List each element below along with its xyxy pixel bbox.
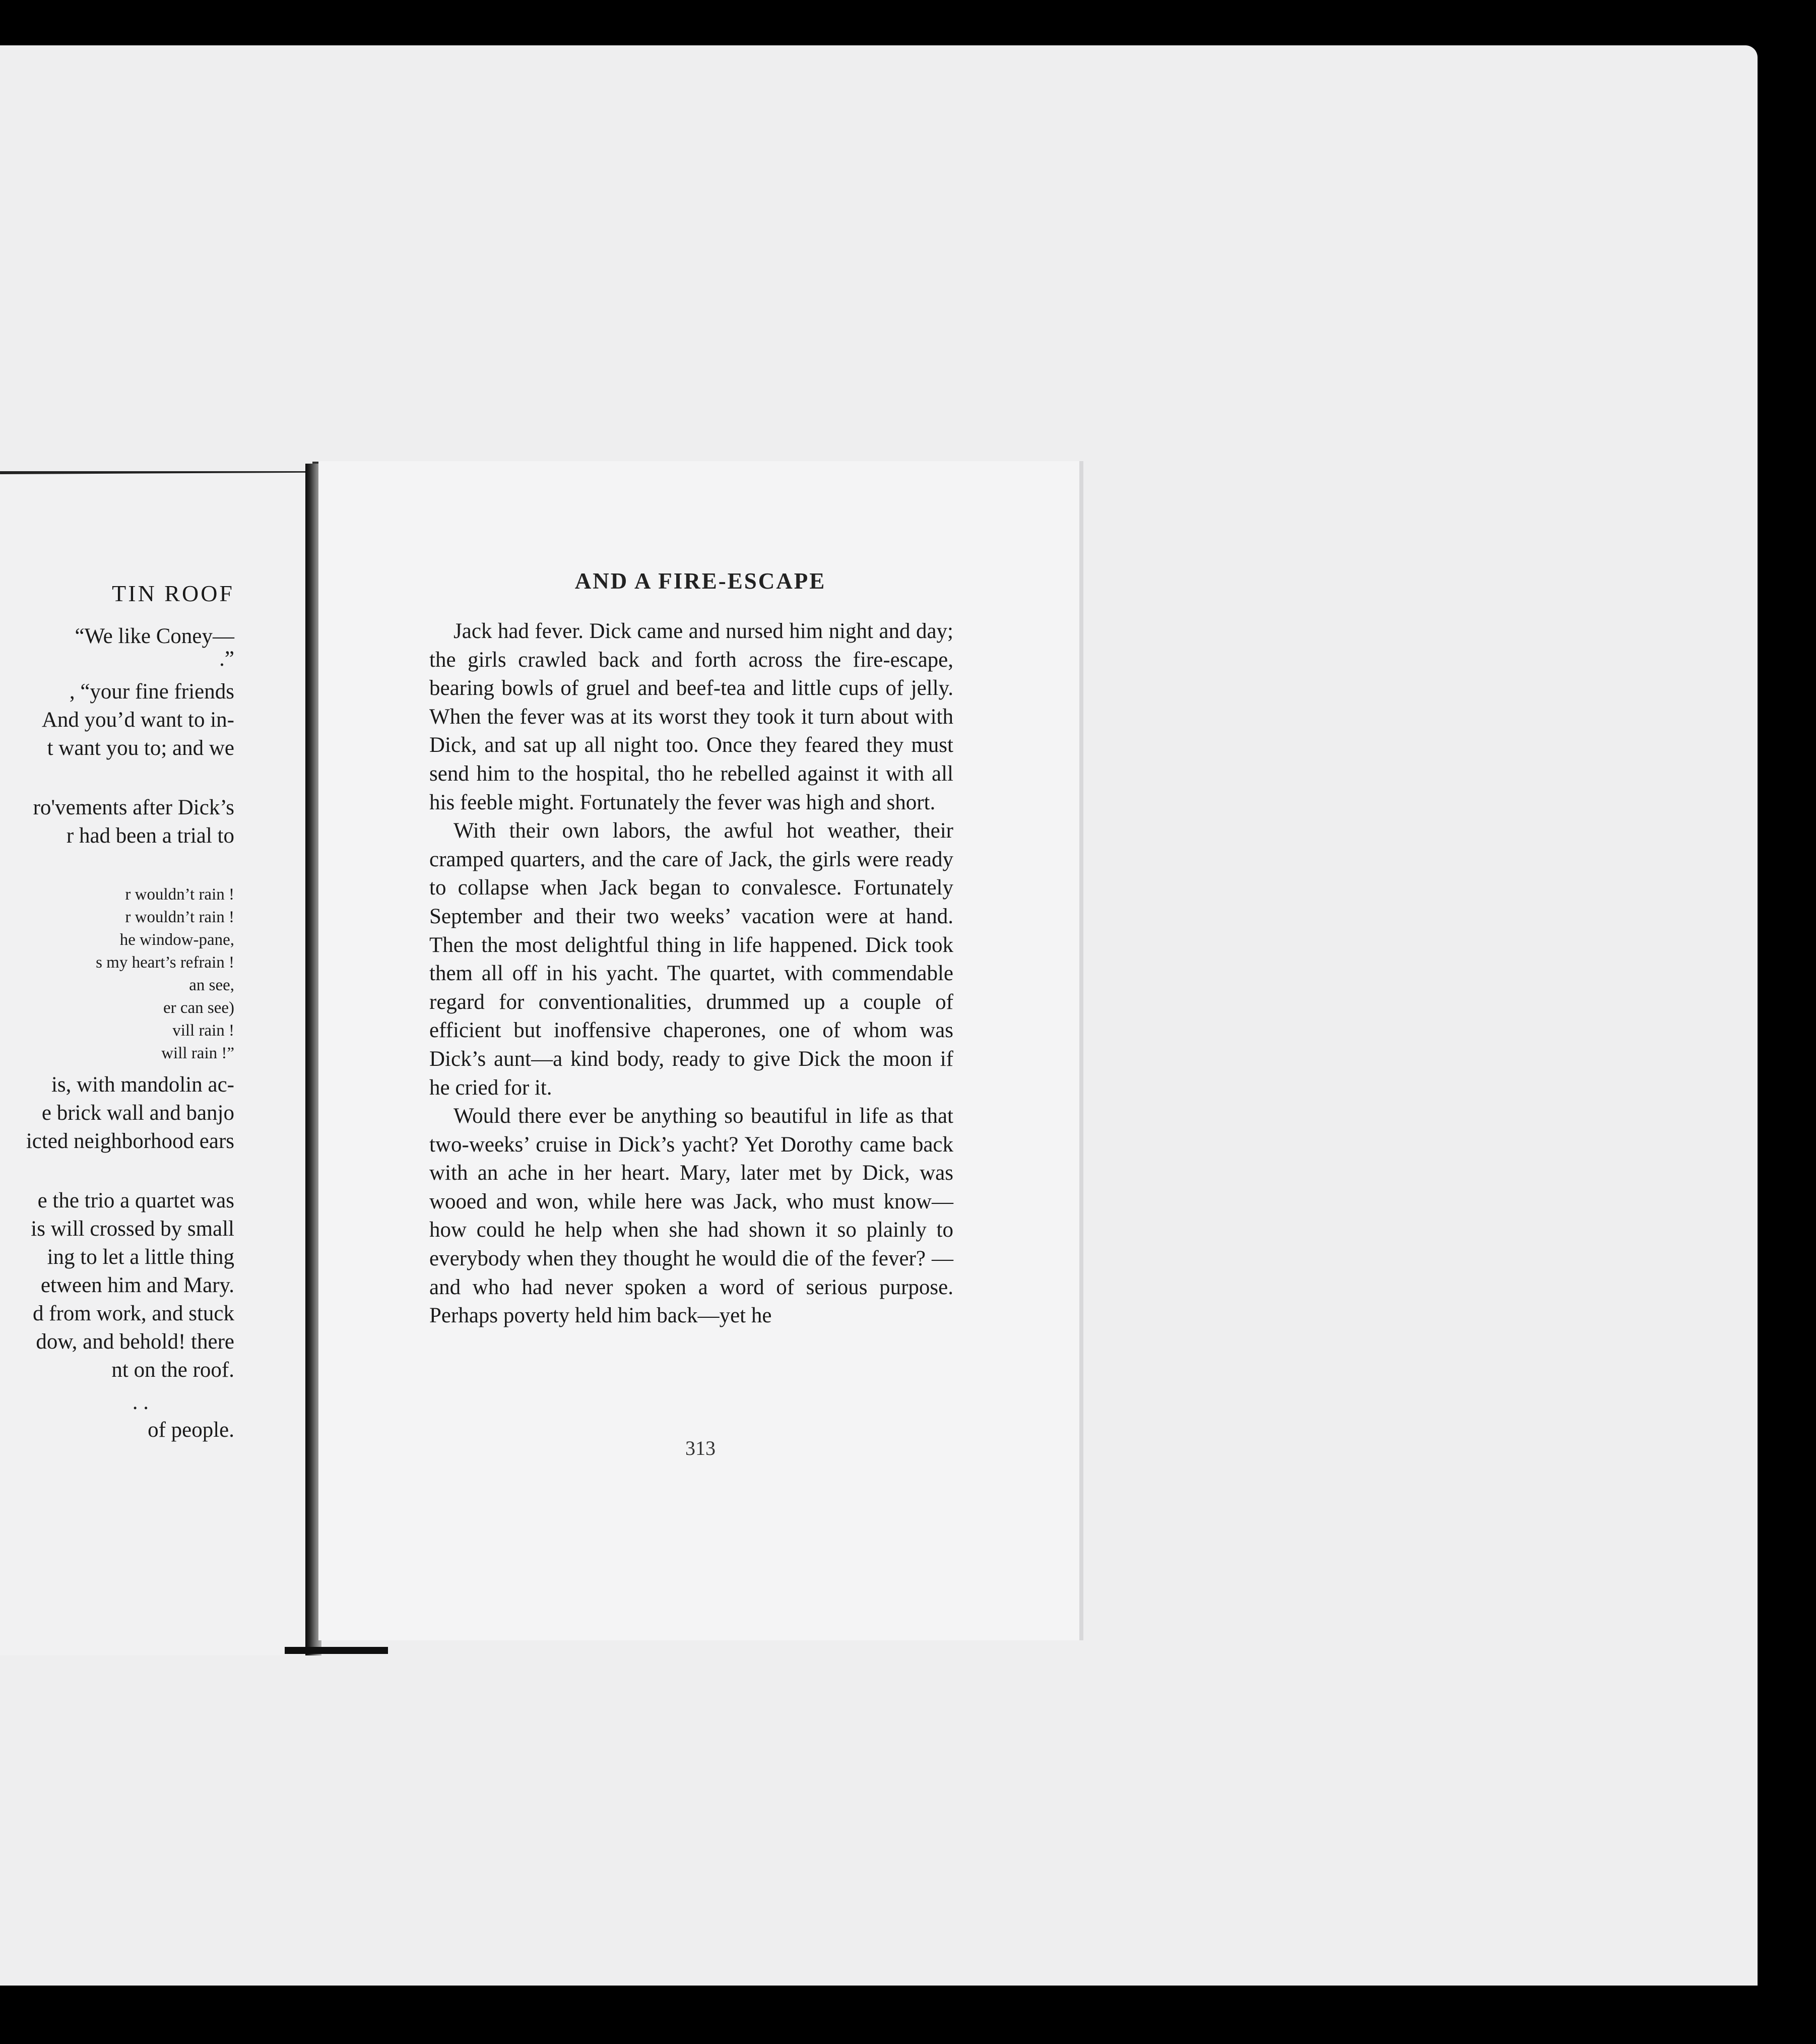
- left-line: is will crossed by small: [31, 1217, 234, 1241]
- left-poem-line: r wouldn’t rain !: [125, 908, 234, 926]
- left-line: t want you to; and we: [47, 736, 234, 760]
- page-number: 313: [685, 1437, 716, 1459]
- left-poem-line: he window-pane,: [119, 931, 234, 949]
- left-line: e the trio a quartet was: [37, 1189, 234, 1212]
- left-poem-line: will rain !”: [161, 1044, 234, 1062]
- left-line: icted neighborhood ears: [26, 1129, 234, 1153]
- left-ellipsis: . .: [132, 1390, 149, 1414]
- left-poem-line: r wouldn’t rain !: [125, 885, 234, 904]
- running-header: AND A FIRE-ESCAPE: [574, 568, 826, 594]
- left-line: r had been a trial to: [66, 824, 234, 848]
- gutter-foot-edge: [285, 1647, 388, 1654]
- left-line: ing to let a little thing: [47, 1245, 234, 1269]
- left-line: “We like Coney—: [75, 624, 234, 648]
- paragraph: With their own labors, the awful hot weather, their cramped quarters, and the care of Jack, the girls were ready to collapse when Jack began to convalesce. Fortunately September and their two weeks’ vacation were at hand. Then the most delightful thing in life happened. Dick took them all off in his yacht. The quartet, with commendable regard for conventionalities, drummed up a couple of efficient but inoffensive chaperones, one of whom was Dick’s aunt—a kind body, ready to give Dick the moon if he cried for it.: [429, 819, 953, 1100]
- left-line: d from work, and stuck: [32, 1302, 234, 1325]
- left-page-header: TIN ROOF: [112, 581, 234, 606]
- left-poem-line: vill rain !: [172, 1021, 234, 1040]
- paragraph: Jack had fever. Dick came and nursed him night and day; the girls crawled back and forth across the fire-escape, bearing bowls of gruel and beef-tea and little cups of jelly. When the fever was at its worst they took it turn about with Dick, and sat up all night too. Once they feared they must send him to the hospital, tho he rebelled against it with all his feeble might. Fortunately the fever was high and short.: [429, 619, 953, 814]
- page-body: [429, 617, 953, 1330]
- film-frame-top: [0, 0, 1816, 45]
- film-frame-bottom: [0, 1986, 1816, 2044]
- left-line: .”: [219, 647, 234, 671]
- left-poem-line: an see,: [189, 976, 234, 994]
- page-edge-shadow: [1079, 461, 1083, 1640]
- left-line: ro'vements after Dick’s: [33, 796, 234, 819]
- left-poem-line: er can see): [163, 999, 234, 1017]
- left-line: etween him and Mary.: [40, 1273, 234, 1297]
- left-line: , “your fine friends: [69, 680, 234, 704]
- left-line: e brick wall and banjo: [41, 1101, 234, 1125]
- left-page: [0, 471, 322, 1655]
- left-line: dow, and behold! there: [36, 1330, 234, 1354]
- film-frame-right: [1758, 48, 1816, 1983]
- left-page-text: [0, 471, 234, 1655]
- right-page: [318, 461, 1082, 1640]
- left-line: nt on the roof.: [111, 1358, 234, 1382]
- left-poem-line: s my heart’s refrain !: [96, 953, 234, 972]
- left-line: is, with mandolin ac-: [51, 1073, 234, 1097]
- left-line: And you’d want to in-: [41, 708, 234, 732]
- paragraph: Would there ever be anything so beautiful in life as that two-weeks’ cruise in Dick’s yacht? Yet Dorothy came back with an ache in her heart. Mary, later met by Dick, was wooed and won, while here was Jack, who must know—how could he help when she had shown it so plainly to everybody when they thought he would die of the fever? —and who had never spoken a word of serious purpose. Perhaps poverty held him back—yet he: [429, 1104, 953, 1328]
- left-line: of people.: [148, 1418, 234, 1442]
